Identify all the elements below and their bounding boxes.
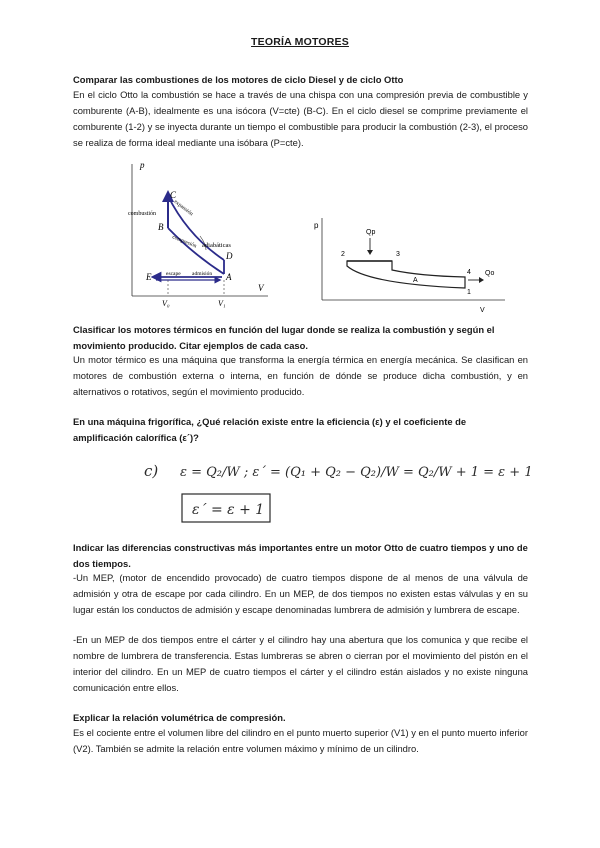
formula-prefix: c): [144, 462, 159, 480]
otto-axis-v: V: [258, 283, 264, 293]
diesel-point-3: 3: [396, 251, 400, 258]
otto-point-d: D: [226, 251, 233, 261]
otto-label-expansion: expansión: [172, 198, 195, 218]
question-4: Indicar las diferencias constructivas más importantes entre un motor Otto de cuatro tiempos y uno de dos tiempos.: [73, 542, 528, 569]
document-title: TEORÍA MOTORES: [251, 36, 349, 48]
otto-cycle-diagram: [118, 156, 278, 306]
question-3: En una máquina frigorífica, ¿Qué relación existe entre la eficiencia (ε) y el coeficiente de amplificación calorífica (ε´)?: [73, 416, 467, 443]
otto-label-adiabaticas: adiabáticas: [202, 242, 231, 249]
diesel-point-2: 2: [341, 251, 345, 258]
otto-label-combustion: combustión: [128, 211, 156, 217]
otto-point-b: B: [158, 222, 164, 232]
otto-label-v0: V₀: [162, 299, 170, 308]
otto-point-a: A: [226, 272, 232, 282]
question-1: Comparar las combustiones de los motores de ciclo Diesel y de ciclo Otto: [73, 74, 404, 85]
answer-4b: -En un MEP de dos tiempos entre el cárter y el cilindro hay una abertura que los comunica y que recibe el nombre de lumbrera de transferencia. Estas lumbreras se abren o cierran por el movimiento del pistón en el interior del cilindro. En un MEP de cuatro tiempos el cárter y el cilindro están aislados y no existe ninguna comunicación entre ellos.: [73, 634, 528, 693]
diesel-axis-p: p: [314, 221, 319, 230]
answer-5: Es el cociente entre el volumen libre del cilindro en el punto muerto superior (V1) y en el punto muerto inferior (V2). También se admite la relación entre volumen máximo y mínimo de un cilindro.: [73, 727, 528, 754]
diesel-cycle-diagram: [310, 218, 510, 314]
diesel-axis-v: V: [480, 307, 485, 314]
handwritten-formula: [136, 446, 533, 532]
diesel-label-area: A: [413, 277, 418, 284]
diesel-point-4: 4: [467, 269, 471, 276]
answer-2: Un motor térmico es una máquina que transforma la energía térmica en energía mecánica. Se clasifican en motores de combustión externa o interna, en función de dónde se produce dicha combustión, y en alternativos o rotativos, según el movimiento producido.: [73, 354, 528, 397]
formula-line: ε = Q₂/W ; ε´ = (Q₁ + Q₂ − Q₂)/W = Q₂/W + 1 = ε + 1: [180, 465, 533, 480]
otto-point-e: E: [146, 272, 152, 282]
question-2: Clasificar los motores térmicos en función del lugar donde se realiza la combustión y según el movimiento producido. Citar ejemplos de cada caso.: [73, 324, 495, 351]
diesel-label-qo: Qo: [485, 270, 495, 277]
otto-axis-p: p: [140, 160, 145, 170]
otto-label-admision: admisión: [192, 271, 213, 277]
answer-4a: -Un MEP, (motor de encendido provocado) de cuatro tiempos dispone de al menos de una válvula de admisión y otra de escape por cada cilindro. En un MEP, de dos tiempos no existen estas válvulas y en su lugar están los conductos de admisión y escape denominadas lumbrera de admisión y lumbrera de escape.: [73, 572, 528, 615]
otto-label-compresion: compresión: [171, 234, 198, 250]
otto-label-escape: escape: [166, 271, 181, 277]
question-5: Explicar la relación volumétrica de compresión.: [73, 712, 286, 723]
otto-point-c: C: [170, 190, 177, 200]
formula-boxed: ε´ = ε + 1: [192, 502, 265, 518]
otto-label-v1: V₁: [218, 299, 226, 308]
diesel-label-qp: Qp: [366, 229, 376, 236]
answer-1: En el ciclo Otto la combustión se hace a través de una chispa con una compresión previa de combustible y comburente (A-B), idealmente es una isócora (V=cte) (B-C). En el ciclo diesel se comprime previamente el comburente (1-2) y se inyecta durante un tiempo el combustible para producir la combustión (2-3), el proceso se realiza de forma ideal mediante una isóbara (P=cte).: [73, 89, 528, 148]
diesel-point-1: 1: [467, 289, 471, 296]
